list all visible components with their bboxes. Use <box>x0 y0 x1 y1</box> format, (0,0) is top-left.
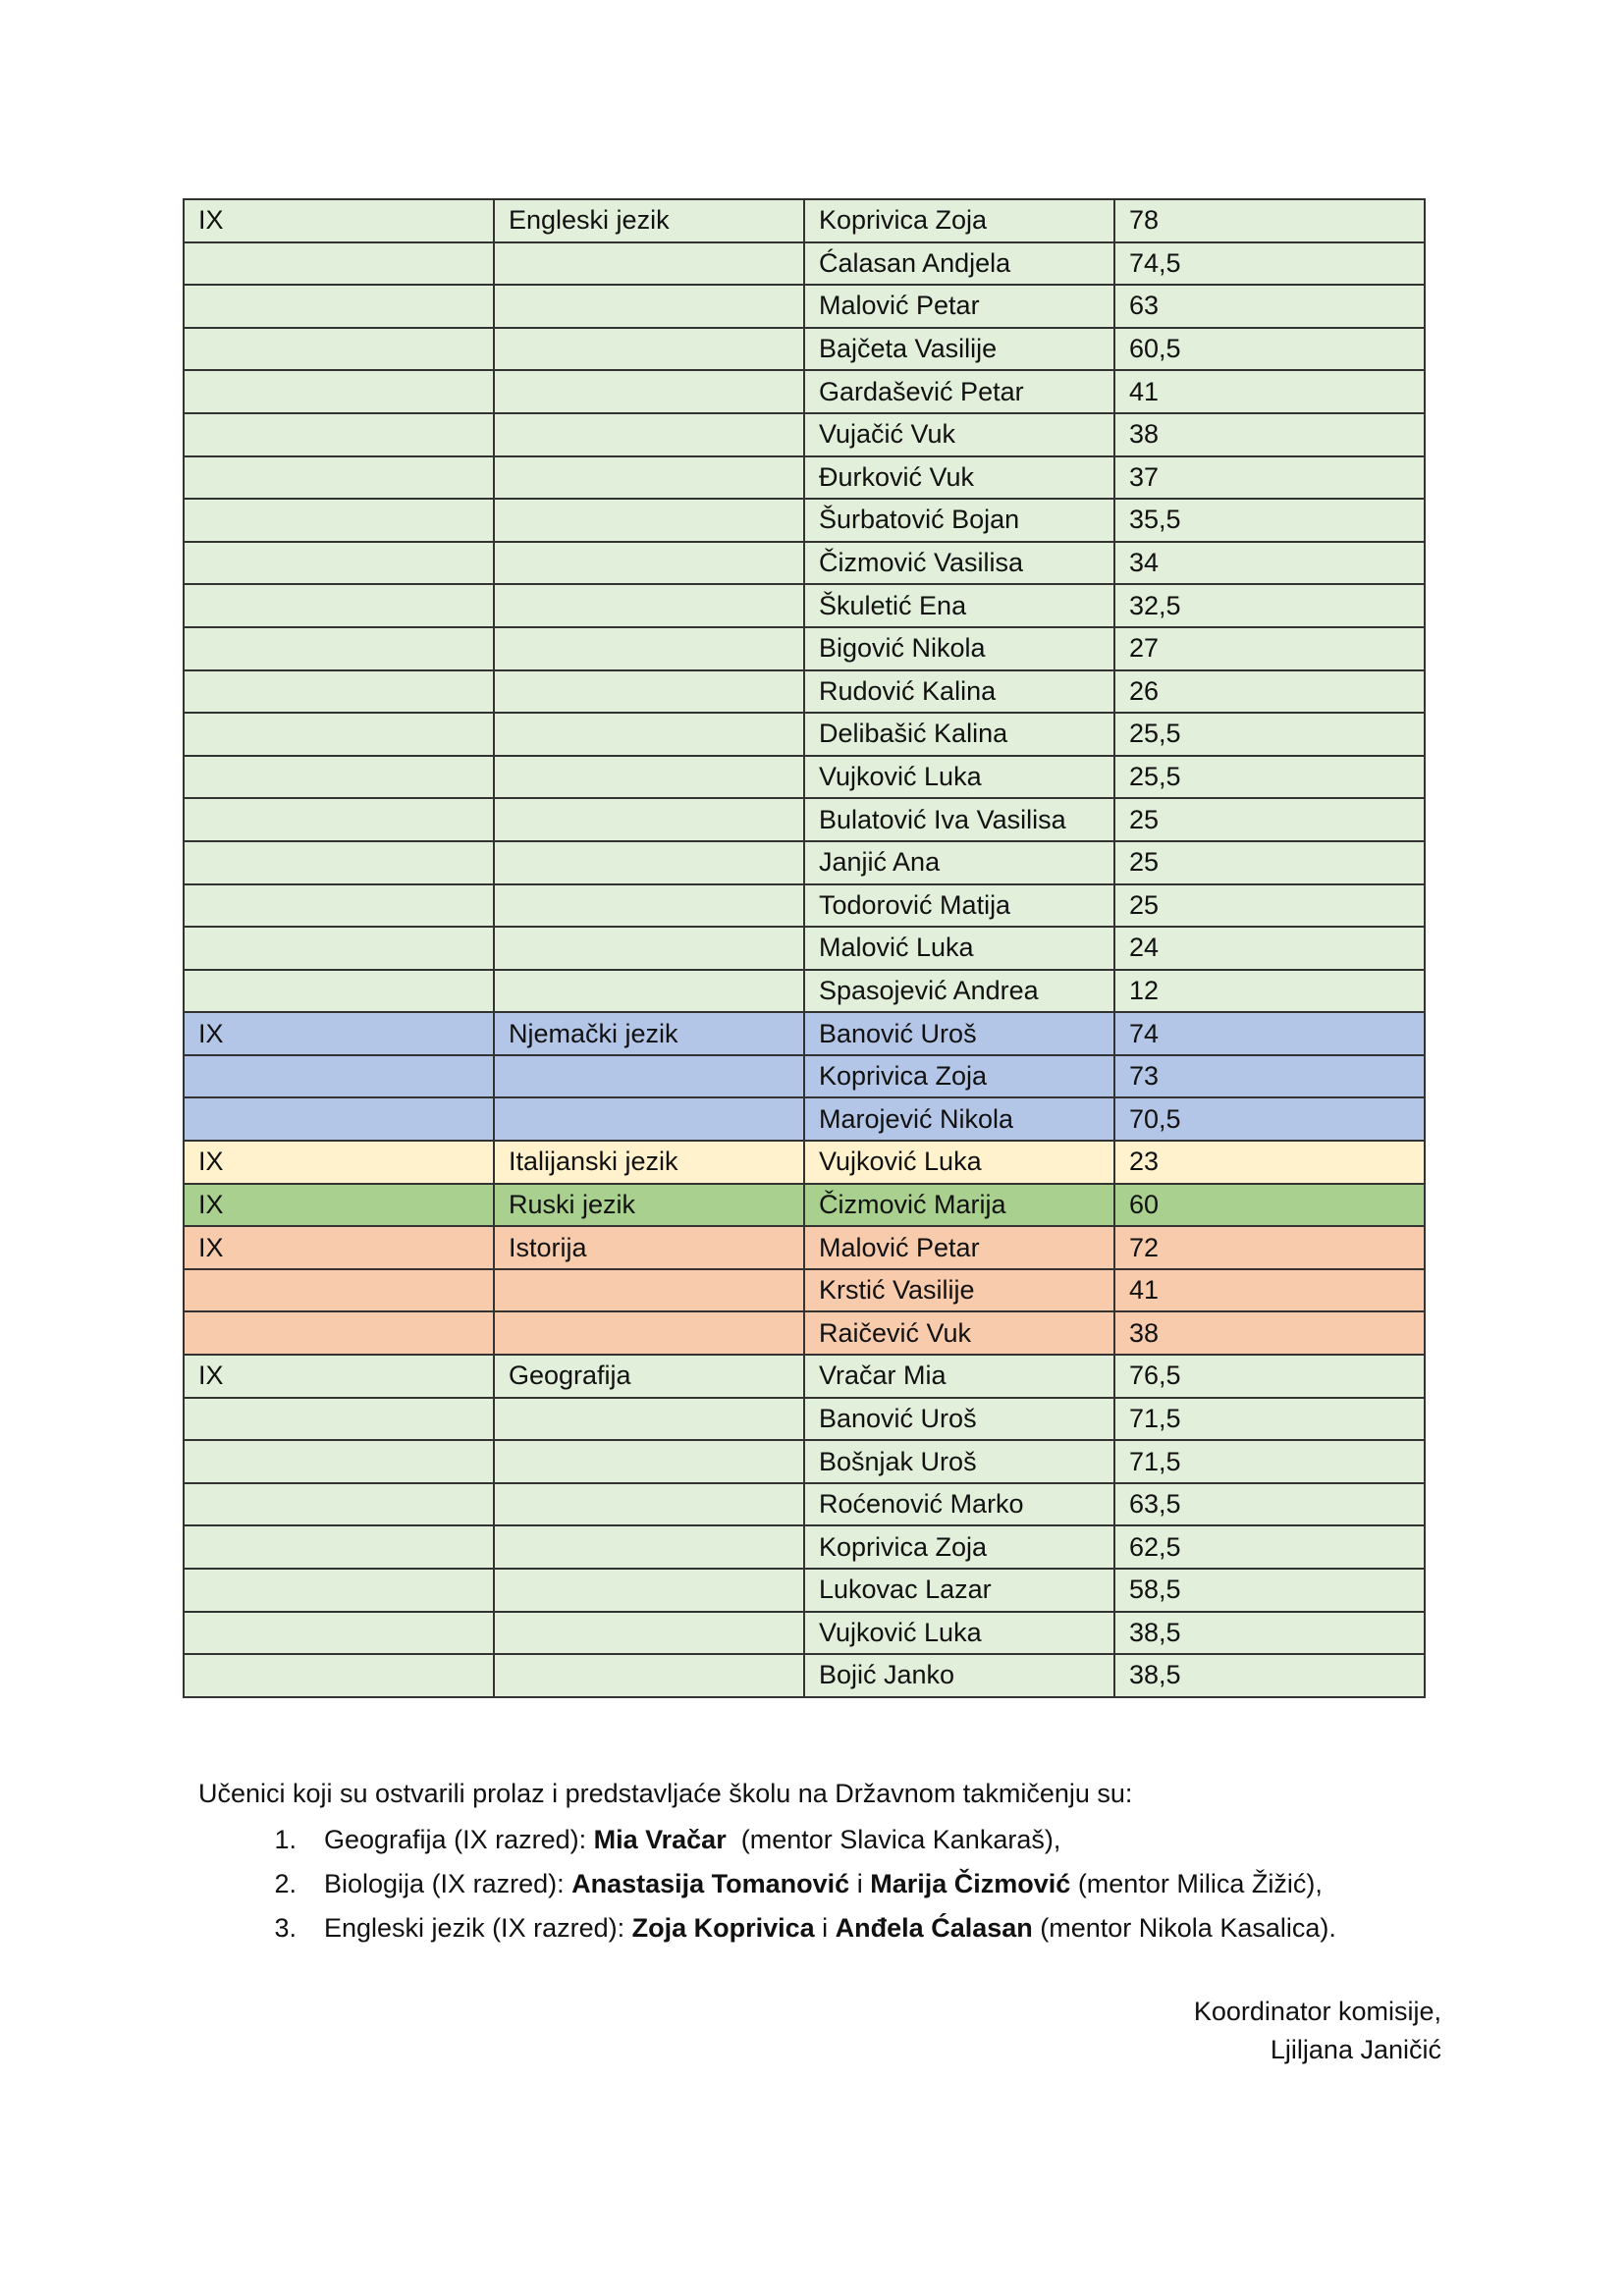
subject-cell <box>494 1398 804 1441</box>
grade-cell <box>184 456 494 500</box>
score-cell: 25 <box>1114 798 1425 841</box>
subject-cell <box>494 1612 804 1655</box>
student-name-cell: Delibašić Kalina <box>804 713 1114 756</box>
subject-cell <box>494 1311 804 1355</box>
student-name-cell: Gardašević Petar <box>804 370 1114 413</box>
grade-cell: IX <box>184 1141 494 1184</box>
table-row <box>184 285 1425 328</box>
grade-cell <box>184 670 494 714</box>
subject-cell <box>494 456 804 500</box>
table-row <box>184 413 1425 456</box>
student-name-cell: Koprivica Zoja <box>804 1055 1114 1098</box>
grade-cell <box>184 584 494 627</box>
score-cell: 12 <box>1114 970 1425 1013</box>
subject-cell <box>494 798 804 841</box>
grade-cell <box>184 1612 494 1655</box>
score-cell: 38,5 <box>1114 1612 1425 1655</box>
student-name-cell: Spasojević Andrea <box>804 970 1114 1013</box>
grade-cell: IX <box>184 1184 494 1227</box>
student-name-cell: Ćalasan Andjela <box>804 242 1114 286</box>
mentor-text: (mentor Milica Žižić), <box>1077 1869 1323 1898</box>
student-name-cell: Čizmović Vasilisa <box>804 542 1114 585</box>
grade-cell <box>184 285 494 328</box>
qualified-student-name: Anastasija Tomanović <box>571 1869 850 1898</box>
grade-cell <box>184 798 494 841</box>
separator <box>727 1825 741 1854</box>
grade-cell <box>184 1269 494 1312</box>
student-name-cell: Škuletić Ena <box>804 584 1114 627</box>
table-row <box>184 1612 1425 1655</box>
grade-cell <box>184 242 494 286</box>
table-row <box>184 370 1425 413</box>
table-row <box>184 1525 1425 1569</box>
subject-cell <box>494 884 804 928</box>
score-cell: 38 <box>1114 1311 1425 1355</box>
score-cell: 72 <box>1114 1226 1425 1269</box>
score-cell: 62,5 <box>1114 1525 1425 1569</box>
subject-cell <box>494 970 804 1013</box>
subject-cell <box>494 713 804 756</box>
table-row <box>184 1269 1425 1312</box>
list-item-number: 1. <box>274 1825 297 1854</box>
score-cell: 38 <box>1114 413 1425 456</box>
list-item <box>198 1913 1336 1944</box>
grade-cell: IX <box>184 1012 494 1055</box>
list-item <box>198 1869 1336 1899</box>
grade-cell <box>184 1569 494 1612</box>
grade-cell <box>184 1398 494 1441</box>
score-cell: 58,5 <box>1114 1569 1425 1612</box>
subject-cell <box>494 627 804 670</box>
qualified-subject: Engleski jezik (IX razred): <box>324 1913 632 1943</box>
score-cell: 71,5 <box>1114 1398 1425 1441</box>
student-name-cell: Banović Uroš <box>804 1012 1114 1055</box>
score-cell: 74 <box>1114 1012 1425 1055</box>
student-name-cell: Bajčeta Vasilije <box>804 328 1114 371</box>
score-cell: 27 <box>1114 627 1425 670</box>
table-row <box>184 584 1425 627</box>
table-row <box>184 1012 1425 1055</box>
qualified-subject: Biologija (IX razred): <box>324 1869 572 1898</box>
subject-cell <box>494 1097 804 1141</box>
qualified-student-name: Marija Čizmović <box>870 1869 1071 1898</box>
separator <box>1070 1869 1078 1898</box>
student-name-cell: Rudović Kalina <box>804 670 1114 714</box>
grade-cell: IX <box>184 1355 494 1398</box>
student-name-cell: Lukovac Lazar <box>804 1569 1114 1612</box>
grade-cell <box>184 413 494 456</box>
subject-cell <box>494 1483 804 1526</box>
score-cell: 25 <box>1114 841 1425 884</box>
score-cell: 78 <box>1114 199 1425 242</box>
qualified-list <box>198 1825 1336 1944</box>
results-table-body <box>184 199 1425 1697</box>
score-cell: 73 <box>1114 1055 1425 1098</box>
student-name-cell: Malović Petar <box>804 285 1114 328</box>
subject-cell: Njemački jezik <box>494 1012 804 1055</box>
grade-cell <box>184 841 494 884</box>
table-row <box>184 970 1425 1013</box>
grade-cell <box>184 370 494 413</box>
table-row <box>184 1654 1425 1697</box>
student-name-cell: Vujković Luka <box>804 1612 1114 1655</box>
score-cell: 26 <box>1114 670 1425 714</box>
score-cell: 60,5 <box>1114 328 1425 371</box>
grade-cell <box>184 713 494 756</box>
list-item-text <box>324 1825 1060 1855</box>
table-row <box>184 1226 1425 1269</box>
student-name-cell: Koprivica Zoja <box>804 199 1114 242</box>
grade-cell <box>184 1440 494 1483</box>
qualified-subject: Geografija (IX razred): <box>324 1825 594 1854</box>
mentor-text: (mentor Slavica Kankaraš), <box>740 1825 1061 1854</box>
student-name-cell: Vujković Luka <box>804 1141 1114 1184</box>
table-row <box>184 713 1425 756</box>
grade-cell <box>184 1525 494 1569</box>
table-row <box>184 1440 1425 1483</box>
student-name-cell: Krstić Vasilije <box>804 1269 1114 1312</box>
table-row <box>184 1141 1425 1184</box>
subject-cell <box>494 1569 804 1612</box>
subject-cell <box>494 1654 804 1697</box>
score-cell: 41 <box>1114 1269 1425 1312</box>
table-row <box>184 756 1425 799</box>
grade-cell <box>184 542 494 585</box>
table-row <box>184 927 1425 970</box>
student-name-cell: Bojić Janko <box>804 1654 1114 1697</box>
subject-cell: Engleski jezik <box>494 199 804 242</box>
table-row <box>184 841 1425 884</box>
score-cell: 25,5 <box>1114 756 1425 799</box>
subject-cell: Italijanski jezik <box>494 1141 804 1184</box>
subject-cell <box>494 841 804 884</box>
student-name-cell: Roćenović Marko <box>804 1483 1114 1526</box>
score-cell: 60 <box>1114 1184 1425 1227</box>
subject-cell <box>494 1269 804 1312</box>
student-name-cell: Vujačić Vuk <box>804 413 1114 456</box>
list-item-text <box>324 1869 1323 1899</box>
table-row <box>184 1398 1425 1441</box>
subject-cell <box>494 413 804 456</box>
student-name-cell: Koprivica Zoja <box>804 1525 1114 1569</box>
score-cell: 41 <box>1114 370 1425 413</box>
table-row <box>184 1184 1425 1227</box>
student-name-cell: Vujković Luka <box>804 756 1114 799</box>
qualified-student-name: Zoja Koprivica <box>631 1913 815 1943</box>
grade-cell <box>184 884 494 928</box>
score-cell: 24 <box>1114 927 1425 970</box>
table-row <box>184 328 1425 371</box>
student-name-cell: Vračar Mia <box>804 1355 1114 1398</box>
score-cell: 70,5 <box>1114 1097 1425 1141</box>
grade-cell <box>184 756 494 799</box>
results-table <box>183 198 1426 1698</box>
student-name-cell: Malović Petar <box>804 1226 1114 1269</box>
score-cell: 37 <box>1114 456 1425 500</box>
separator: i <box>814 1913 836 1943</box>
score-cell: 25 <box>1114 884 1425 928</box>
table-row <box>184 1311 1425 1355</box>
subject-cell <box>494 328 804 371</box>
subject-cell <box>494 756 804 799</box>
grade-cell: IX <box>184 199 494 242</box>
student-name-cell: Todorović Matija <box>804 884 1114 928</box>
list-item-number: 2. <box>274 1869 297 1898</box>
grade-cell <box>184 328 494 371</box>
qualified-student-name: Mia Vračar <box>593 1825 727 1854</box>
subject-cell <box>494 542 804 585</box>
list-item-number: 3. <box>274 1913 297 1943</box>
student-name-cell: Marojević Nikola <box>804 1097 1114 1141</box>
table-row <box>184 1055 1425 1098</box>
table-row <box>184 499 1425 542</box>
student-name-cell: Bulatović Iva Vasilisa <box>804 798 1114 841</box>
grade-cell <box>184 1483 494 1526</box>
subject-cell <box>494 285 804 328</box>
grade-cell <box>184 927 494 970</box>
student-name-cell: Čizmović Marija <box>804 1184 1114 1227</box>
subject-cell: Istorija <box>494 1226 804 1269</box>
student-name-cell: Šurbatović Bojan <box>804 499 1114 542</box>
table-row <box>184 1355 1425 1398</box>
table-row <box>184 884 1425 928</box>
grade-cell: IX <box>184 1226 494 1269</box>
grade-cell <box>184 1097 494 1141</box>
subject-cell <box>494 1055 804 1098</box>
signature-name: Ljiljana Janičić <box>1270 2035 1441 2065</box>
table-row <box>184 1483 1425 1526</box>
score-cell: 71,5 <box>1114 1440 1425 1483</box>
grade-cell <box>184 1055 494 1098</box>
grade-cell <box>184 1311 494 1355</box>
subject-cell: Geografija <box>494 1355 804 1398</box>
score-cell: 23 <box>1114 1141 1425 1184</box>
student-name-cell: Đurković Vuk <box>804 456 1114 500</box>
list-item-text <box>324 1913 1336 1944</box>
student-name-cell: Banović Uroš <box>804 1398 1114 1441</box>
qualified-student-name: Anđela Ćalasan <box>835 1913 1033 1943</box>
signature-role: Koordinator komisije, <box>1193 1997 1441 2026</box>
table-row <box>184 1569 1425 1612</box>
subject-cell <box>494 584 804 627</box>
subject-cell <box>494 1440 804 1483</box>
score-cell: 32,5 <box>1114 584 1425 627</box>
table-row <box>184 242 1425 286</box>
grade-cell <box>184 627 494 670</box>
summary-section <box>198 1779 1336 1957</box>
score-cell: 35,5 <box>1114 499 1425 542</box>
grade-cell <box>184 1654 494 1697</box>
table-row <box>184 627 1425 670</box>
score-cell: 74,5 <box>1114 242 1425 286</box>
subject-cell <box>494 1525 804 1569</box>
table-row <box>184 1097 1425 1141</box>
student-name-cell: Bigović Nikola <box>804 627 1114 670</box>
score-cell: 63,5 <box>1114 1483 1425 1526</box>
student-name-cell: Malović Luka <box>804 927 1114 970</box>
subject-cell <box>494 670 804 714</box>
score-cell: 76,5 <box>1114 1355 1425 1398</box>
signature-block <box>1194 1993 1441 2069</box>
summary-intro: Učenici koji su ostvarili prolaz i predstavljaće školu na Državnom takmičenju su: <box>198 1779 1133 1808</box>
subject-cell: Ruski jezik <box>494 1184 804 1227</box>
subject-cell <box>494 242 804 286</box>
table-row <box>184 542 1425 585</box>
student-name-cell: Raičević Vuk <box>804 1311 1114 1355</box>
score-cell: 63 <box>1114 285 1425 328</box>
grade-cell <box>184 970 494 1013</box>
student-name-cell: Janjić Ana <box>804 841 1114 884</box>
student-name-cell: Bošnjak Uroš <box>804 1440 1114 1483</box>
subject-cell <box>494 370 804 413</box>
table-row <box>184 798 1425 841</box>
subject-cell <box>494 927 804 970</box>
grade-cell <box>184 499 494 542</box>
score-cell: 34 <box>1114 542 1425 585</box>
score-cell: 25,5 <box>1114 713 1425 756</box>
score-cell: 38,5 <box>1114 1654 1425 1697</box>
separator: i <box>849 1869 871 1898</box>
subject-cell <box>494 499 804 542</box>
table-row <box>184 199 1425 242</box>
mentor-text: (mentor Nikola Kasalica). <box>1040 1913 1336 1943</box>
table-row <box>184 456 1425 500</box>
table-row <box>184 670 1425 714</box>
list-item <box>198 1825 1336 1855</box>
